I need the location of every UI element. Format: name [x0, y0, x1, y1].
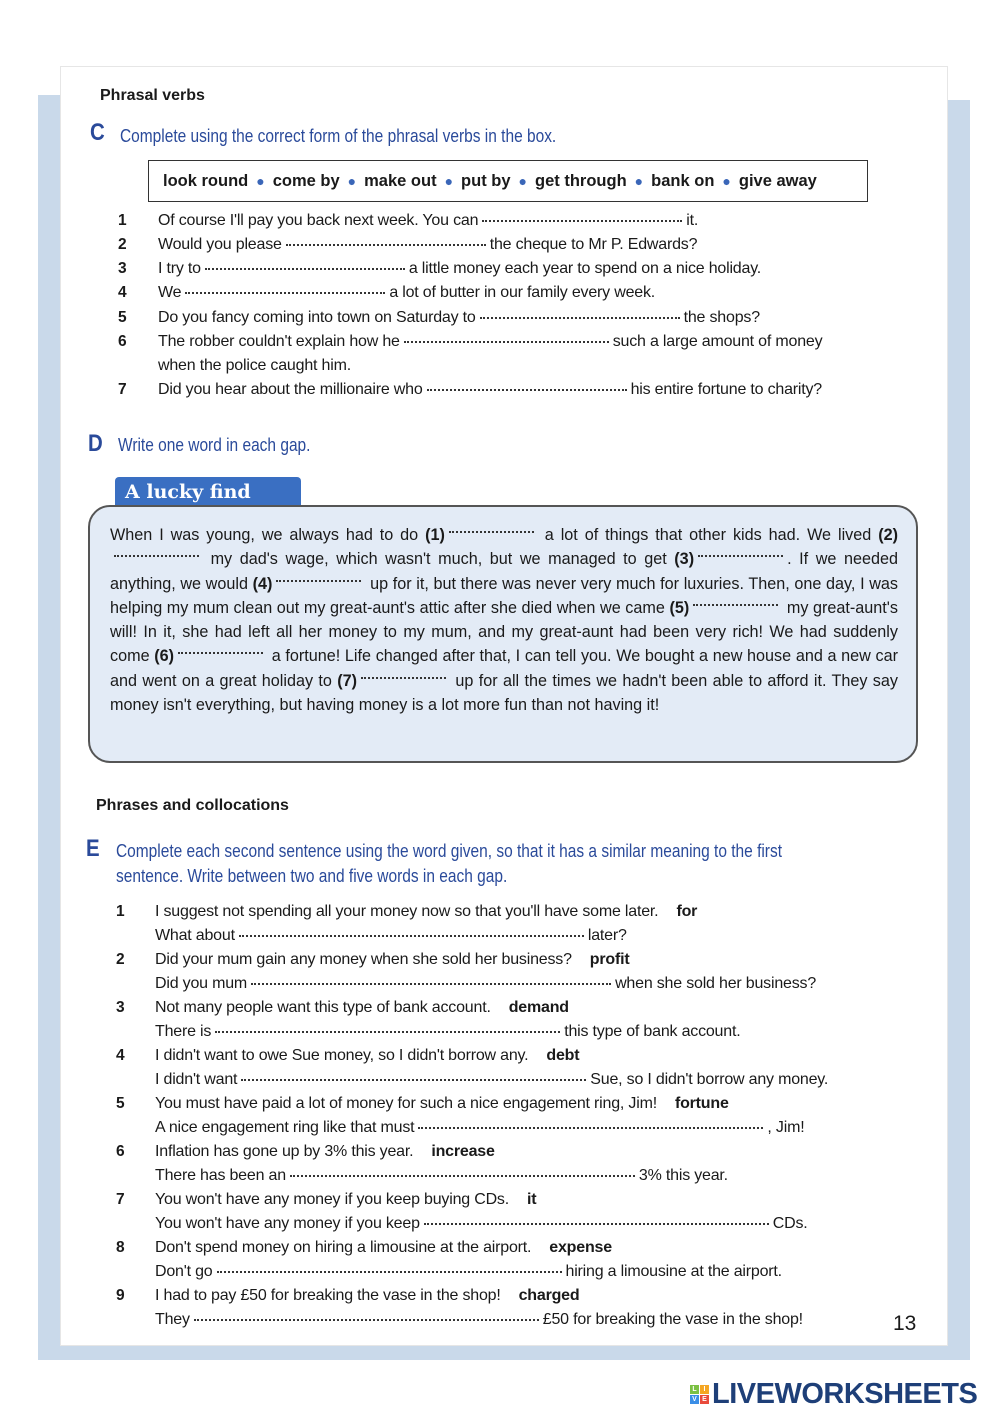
sentence-start: A nice engagement ring like that must — [155, 1119, 415, 1136]
exercise-letter-e: E — [86, 835, 100, 862]
sentence-start: You won't have any money if you keep — [155, 1215, 420, 1232]
answer-gap[interactable] — [693, 596, 778, 606]
key-word: increase — [431, 1143, 495, 1160]
sentence-start: What about — [155, 927, 235, 944]
answer-gap[interactable] — [185, 284, 385, 294]
logo-text: LIVEWORKSHEETS — [712, 1378, 978, 1410]
passage-segment: my great-aunt's will! In it, she had left all her money to my mum, and my great-aunt had been very rich! We had suddenly come — [110, 598, 898, 666]
sentence-start: Do you fancy coming into town on Saturday to — [158, 309, 476, 326]
sentence-end: such a large amount of money — [612, 333, 823, 350]
section-heading-phrasal-verbs: Phrasal verbs — [100, 87, 205, 104]
answer-gap[interactable] — [215, 1023, 560, 1033]
first-sentence: You must have paid a lot of money for such a nice engagement ring, Jim! — [155, 1095, 657, 1112]
item-number: 3 — [116, 999, 125, 1016]
rewrite-sentence — [155, 1263, 782, 1281]
bullet-icon: ● — [256, 173, 265, 189]
sentence-start: Would you please — [158, 236, 282, 253]
original-sentence — [155, 1191, 536, 1209]
bullet-icon: ● — [444, 173, 454, 189]
phrasal-verb-box — [148, 160, 868, 202]
first-sentence: I had to pay £50 for breaking the vase in the shop! — [155, 1287, 501, 1304]
page-shadow-bottom — [38, 1344, 970, 1360]
sentence-continuation: when the police caught him. — [158, 357, 351, 374]
phrasal-verb-option: bank on — [651, 171, 715, 190]
rewrite-sentence — [155, 1311, 803, 1329]
item-number: 4 — [118, 284, 127, 301]
sentence-end: a lot of butter in our family every week. — [389, 284, 656, 301]
first-sentence: I didn't want to owe Sue money, so I didn't borrow any. — [155, 1047, 529, 1064]
key-word: it — [526, 1191, 537, 1208]
sentence-end: his entire fortune to charity? — [630, 381, 823, 398]
sentence-start: Of course I'll pay you back next week. You can — [158, 212, 479, 229]
answer-gap[interactable] — [361, 669, 446, 679]
key-word: demand — [508, 999, 569, 1016]
key-word: charged — [518, 1287, 580, 1304]
original-sentence — [155, 1287, 579, 1305]
item-number: 8 — [116, 1239, 125, 1256]
sentence-end: the cheque to Mr P. Edwards? — [489, 236, 698, 253]
gap-number: (7) — [337, 671, 358, 690]
sentence-start: I didn't want — [155, 1071, 238, 1088]
phrasal-verb-option: make out — [364, 171, 437, 190]
rewrite-sentence — [155, 927, 627, 945]
sentence-start: We — [158, 284, 182, 301]
phrasal-verb-option: give away — [738, 171, 817, 190]
exercise-letter-c: C — [90, 119, 105, 146]
rewrite-sentence — [155, 1215, 808, 1233]
answer-gap[interactable] — [114, 547, 199, 557]
sentence-start: They — [155, 1311, 190, 1328]
original-sentence — [155, 1239, 612, 1257]
original-sentence — [155, 1047, 579, 1065]
sentence-end: Sue, so I didn't borrow any money. — [590, 1071, 829, 1088]
original-sentence — [155, 903, 697, 921]
page-number: 13 — [893, 1312, 917, 1335]
original-sentence — [155, 999, 569, 1017]
answer-gap[interactable] — [449, 523, 534, 533]
exercise-letter-d: D — [88, 430, 103, 457]
original-sentence — [155, 1095, 729, 1113]
item-number: 5 — [118, 309, 127, 326]
passage-segment: up for all the times we hadn't been able to afford it. They say money isn't everything, but having money is a lot more fun than not having it! — [110, 671, 898, 715]
item-number: 4 — [116, 1047, 125, 1064]
first-sentence: Inflation has gone up by 3% this year. — [155, 1143, 414, 1160]
exercise-c-item — [158, 236, 697, 254]
sentence-end: when she sold her business? — [615, 975, 817, 992]
gap-number: (6) — [154, 647, 175, 666]
key-word: debt — [546, 1047, 580, 1064]
answer-gap[interactable] — [205, 260, 405, 270]
sentence-end: a little money each year to spend on a nice holiday. — [408, 260, 762, 277]
sentence-end: 3% this year. — [638, 1167, 728, 1184]
first-sentence: You won't have any money if you keep buying CDs. — [155, 1191, 509, 1208]
key-word: profit — [589, 951, 630, 968]
item-number: 2 — [116, 951, 125, 968]
exercise-e-instruction-line2: sentence. Write between two and five words in each gap. — [116, 866, 508, 886]
section-heading-phrases-collocations: Phrases and collocations — [96, 797, 289, 814]
bullet-icon: ● — [518, 173, 528, 189]
passage-segment: up for it, but there was never very much for luxuries. Then, one day, I was helping my mum clean out my great-aunt's attic after she died when we came — [110, 574, 898, 617]
passage-title: A lucky find — [115, 477, 301, 509]
sentence-start: Did you hear about the millionaire who — [158, 381, 423, 398]
item-number: 3 — [118, 260, 127, 277]
sentence-end: later? — [587, 927, 627, 944]
sentence-start: There has been an — [155, 1167, 286, 1184]
sentence-start: Don't go — [155, 1263, 213, 1280]
item-number: 1 — [118, 212, 127, 229]
original-sentence — [155, 1143, 495, 1161]
passage-segment: a fortune! Life changed after that, I can tell you. We bought a new house and a new car and went on a great holiday to — [110, 647, 898, 690]
logo-badge-icon: L I V E — [690, 1385, 709, 1404]
answer-gap[interactable] — [424, 1215, 769, 1225]
answer-gap[interactable] — [290, 1167, 635, 1177]
phrasal-verb-option: put by — [461, 171, 511, 190]
exercise-e-instruction-line1: Complete each second sentence using the word given, so that it has a similar meaning to the first — [116, 841, 783, 861]
answer-gap[interactable] — [427, 381, 627, 391]
answer-gap[interactable] — [418, 1119, 763, 1129]
passage-segment: a lot of things that other kids had. We lived — [537, 526, 879, 544]
exercise-d-instruction: Write one word in each gap. — [118, 435, 311, 455]
exercise-c-item — [158, 212, 698, 230]
gap-number: (5) — [669, 598, 690, 617]
first-sentence: Not many people want this type of bank account. — [155, 999, 491, 1016]
exercise-c-item — [158, 309, 760, 327]
answer-gap[interactable] — [178, 644, 263, 654]
key-word: for — [676, 903, 698, 920]
item-number: 2 — [118, 236, 127, 253]
bullet-icon: ● — [722, 173, 731, 189]
first-sentence: Don't spend money on hiring a limousine at the airport. — [155, 1239, 532, 1256]
key-word: fortune — [674, 1095, 729, 1112]
sentence-start: The robber couldn't explain how he — [158, 333, 400, 350]
sentence-end: CDs. — [772, 1215, 808, 1232]
gap-number: (1) — [425, 526, 445, 544]
gap-number: (4) — [252, 574, 273, 593]
page-shadow-right — [946, 100, 970, 1360]
gap-number: (2) — [878, 526, 898, 544]
item-number: 6 — [118, 333, 127, 350]
answer-gap[interactable] — [698, 547, 783, 557]
answer-gap[interactable] — [239, 927, 584, 937]
exercise-c-instruction: Complete using the correct form of the phrasal verbs in the box. — [120, 126, 557, 146]
rewrite-sentence — [155, 1023, 740, 1041]
sentence-end: this type of bank account. — [564, 1023, 741, 1040]
item-number: 9 — [116, 1287, 125, 1304]
answer-gap[interactable] — [480, 309, 680, 319]
first-sentence: I suggest not spending all your money now so that you'll have some later. — [155, 903, 659, 920]
item-number: 5 — [116, 1095, 125, 1112]
rewrite-sentence — [155, 1119, 804, 1137]
passage-text — [88, 505, 918, 763]
sentence-start: I try to — [158, 260, 201, 277]
answer-gap[interactable] — [276, 572, 361, 582]
gap-number: (3) — [674, 550, 695, 569]
page-shadow-left — [38, 95, 62, 1360]
phrasal-verb-option: get through — [535, 171, 627, 190]
passage-segment: my dad's wage, which wasn't much, but we managed to get — [203, 550, 675, 569]
sentence-end: the shops? — [683, 309, 760, 326]
sentence-start: Did you mum — [155, 975, 248, 992]
item-number: 7 — [116, 1191, 125, 1208]
phrasal-verb-option: look round — [163, 171, 249, 190]
rewrite-sentence — [155, 1071, 828, 1089]
passage-segment: When I was young, we always had to do — [110, 526, 426, 544]
sentence-end: £50 for breaking the vase in the shop! — [542, 1311, 803, 1328]
sentence-end: it. — [686, 212, 699, 229]
answer-gap[interactable] — [241, 1071, 586, 1081]
item-number: 7 — [118, 381, 127, 398]
answer-gap[interactable] — [404, 333, 609, 343]
bullet-icon: ● — [347, 173, 357, 189]
answer-gap[interactable] — [217, 1263, 562, 1273]
first-sentence: Did your mum gain any money when she sold her business? — [155, 951, 572, 968]
key-word: expense — [549, 1239, 612, 1256]
answer-gap[interactable] — [251, 975, 611, 985]
rewrite-sentence — [155, 1167, 728, 1185]
exercise-c-item — [158, 333, 822, 351]
item-number: 6 — [116, 1143, 125, 1160]
sentence-start: There is — [155, 1023, 212, 1040]
original-sentence — [155, 951, 629, 969]
sentence-end: , Jim! — [767, 1119, 805, 1136]
sentence-end: hiring a limousine at the airport. — [565, 1263, 782, 1280]
phrasal-verb-option: come by — [272, 171, 340, 190]
exercise-c-item — [158, 381, 822, 399]
rewrite-sentence — [155, 975, 816, 993]
exercise-c-item — [158, 260, 761, 278]
answer-gap[interactable] — [286, 236, 486, 246]
answer-gap[interactable] — [482, 212, 682, 222]
passage-segment: . If we needed anything, we would — [110, 550, 898, 593]
answer-gap[interactable] — [194, 1311, 539, 1321]
liveworksheets-logo — [690, 1378, 977, 1411]
exercise-c-item — [158, 284, 655, 302]
item-number: 1 — [116, 903, 125, 920]
bullet-icon: ● — [634, 173, 644, 189]
